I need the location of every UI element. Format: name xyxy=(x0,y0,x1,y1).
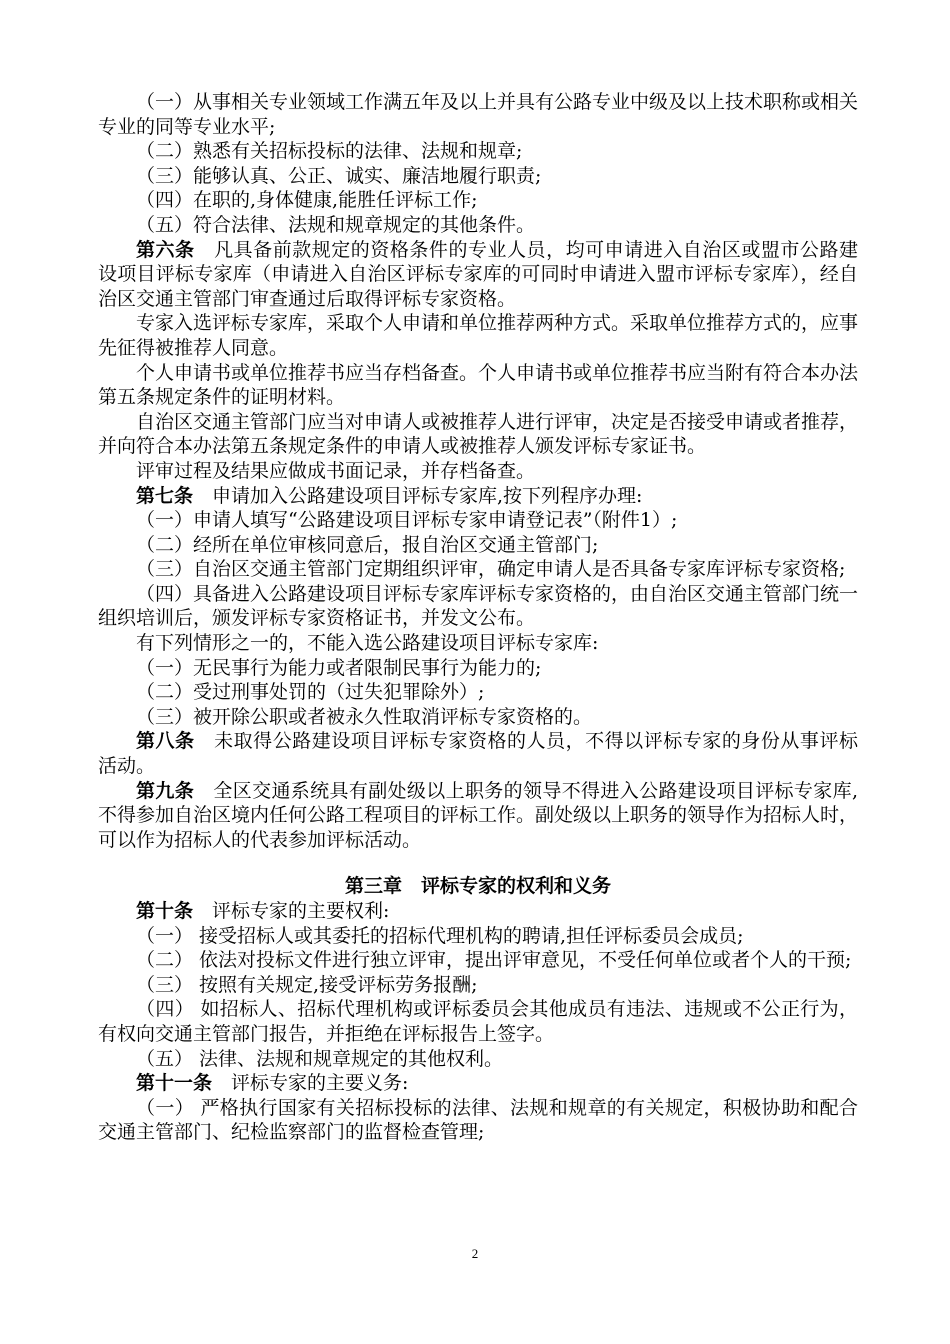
article-number: 第七条 xyxy=(136,484,194,507)
paragraph: （五） 法律、法规和规章规定的其他权利。 xyxy=(136,1047,504,1070)
chapter-heading: 第三章 评标专家的权利和义务 xyxy=(344,875,611,898)
paragraph: 专家入选评标专家库，采取个人申请和单位推荐两种方式。采取单位推荐方式的，应事先征得被推荐人同意。 xyxy=(98,312,859,359)
paragraph: 个人申请书或单位推荐书应当存档备查。个人申请书或单位推荐书应当附有符合本办法第五条规定条件的证明材料。 xyxy=(98,361,859,409)
article-number: 第十条 xyxy=(136,900,194,922)
article-11: 第十一条 评标专家的主要义务: xyxy=(136,1072,409,1095)
paragraph: （一） 严格执行国家有关招标投标的法律、法规和规章的有关规定，积极协助和配合交通主管部门、纪检监察部门的监督检查管理; xyxy=(98,1096,858,1144)
article-6: 第六条 凡具备前款规定的资格条件的专业人员，均可申请进入自治区或盟市公路建设项目评标专家库（申请进入自治区评标专家库的可同时申请进入盟市评标专家库），经自治区交通主管部门审查通过后取得评标专家资格。 xyxy=(98,238,858,310)
paragraph: （三）被开除公职或者被永久性取消评标专家资格的。 xyxy=(136,705,593,728)
paragraph: （一）无民事行为能力或者限制民事行为能力的; xyxy=(136,656,542,679)
article-number: 第九条 xyxy=(136,779,195,802)
article-9: 第九条 全区交通系统具有副处级以上职务的领导不得进入公路建设项目评标专家库,不得参加自治区境内任何公路工程项目的评标工作。副处级以上职务的领导作为招标人时，可以作为招标人的代表参加评标活动。 xyxy=(98,779,859,851)
paragraph: （二）熟悉有关招标投标的法律、法规和规章; xyxy=(136,140,523,163)
article-number: 第六条 xyxy=(136,238,195,261)
paragraph: （四）具备进入公路建设项目评标专家库评标专家资格的，由自治区交通主管部门统一组织培训后，颁发评标专家资格证书，并发文公布。 xyxy=(98,582,859,630)
paragraph: （一）从事相关专业领域工作满五年及以上并具有公路专业中级及以上技术职称或相关专业的同等专业水平; xyxy=(98,91,859,138)
article-7: 第七条 申请加入公路建设项目评标专家库,按下列程序办理: xyxy=(136,484,643,507)
paragraph: 自治区交通主管部门应当对申请人或被推荐人进行评审，决定是否接受申请或者推荐，并向符合本办法第五条规定条件的申请人或被推荐人颁发评标专家证书。 xyxy=(98,410,859,458)
paragraph: （一）申请人填写“公路建设项目评标专家申请登记表”（附件1）; xyxy=(136,509,678,532)
paragraph: （二）经所在单位审核同意后，报自治区交通主管部门; xyxy=(136,533,599,556)
paragraph: （三）自治区交通主管部门定期组织评审，确定申请人是否具备专家库评标专家资格; xyxy=(136,558,846,581)
paragraph: （四） 如招标人、招标代理机构或评标委员会其他成员有违法、违规或不公正行为，有权向交通主管部门报告，并拒绝在评标报告上签字。 xyxy=(98,998,858,1045)
paragraph: （三） 按照有关规定,接受评标劳务报酬; xyxy=(136,973,478,996)
paragraph: （三）能够认真、公正、诚实、廉洁地履行职责; xyxy=(136,164,542,187)
article-10: 第十条 评标专家的主要权利: xyxy=(136,900,390,922)
paragraph: （五）符合法律、法规和规章规定的其他条件。 xyxy=(136,213,536,236)
paragraph: 有下列情形之一的，不能入选公路建设项目评标专家库: xyxy=(136,632,599,655)
paragraph: （二）受过刑事处罚的（过失犯罪除外）; xyxy=(136,681,485,704)
article-8: 第八条 未取得公路建设项目评标专家资格的人员，不得以评标专家的身份从事评标活动。 xyxy=(98,730,858,778)
article-number: 第十一条 xyxy=(136,1072,213,1095)
page-number: 2 xyxy=(471,1246,479,1261)
article-number: 第八条 xyxy=(136,730,195,753)
paragraph: （二） 依法对投标文件进行独立评审，提出评审意见，不受任何单位或者个人的干预; xyxy=(136,949,852,972)
paragraph: 评审过程及结果应做成书面记录，并存档备查。 xyxy=(136,459,536,482)
paragraph: （一） 接受招标人或其委托的招标代理机构的聘请,担任评标委员会成员; xyxy=(136,924,744,947)
paragraph: （四）在职的,身体健康,能胜任评标工作; xyxy=(136,189,478,212)
document-body xyxy=(98,90,858,1145)
